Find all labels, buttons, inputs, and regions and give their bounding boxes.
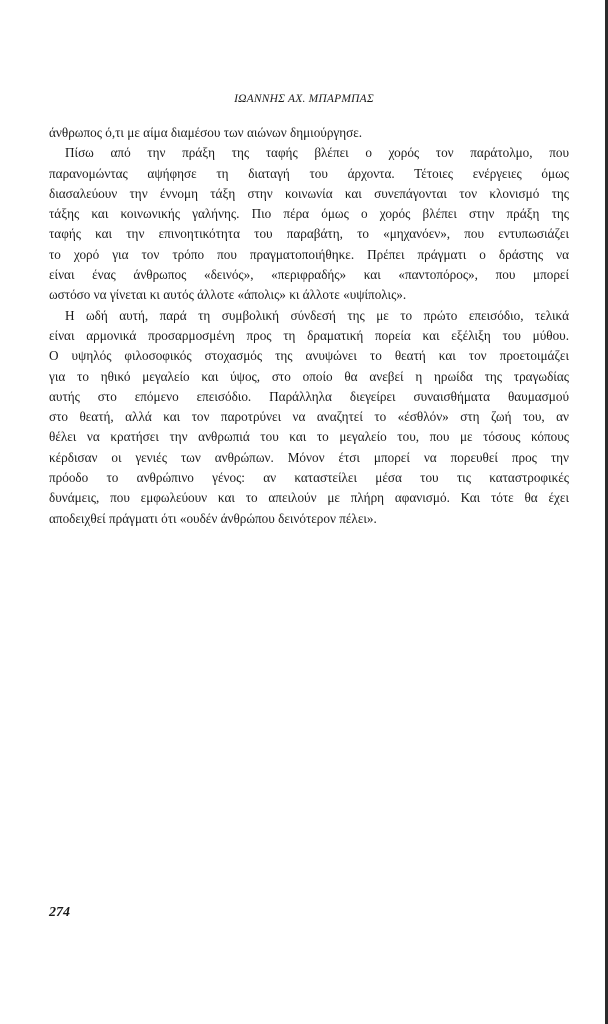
page-number: 274: [49, 905, 70, 920]
text-line: αποδειχθεί πράγματι ότι «ουδέν άνθρώπου δεινότερον πέλει».: [49, 510, 377, 526]
text-line: κέρδισαν οι γενιές των ανθρώπων. Μόνον έτσι μπορεί να πορευθεί προς την: [49, 449, 569, 465]
text-line: Ο υψηλός φιλοσοφικός στοχασμός της ανυψώνει το θεατή και τον προετοιμάζει: [49, 348, 569, 364]
text-line: άνθρωπος ό,τι με αίμα διαμέσου των αιώνων δημιούργησε.: [49, 125, 363, 140]
text-line: θέλει να κρατήσει την ανθρωπιά του και το μεγαλείο του, που με τόσους κόπους: [49, 429, 569, 445]
running-header: ΙΩΑΝΝΗΣ ΑΧ. ΜΠΑΡΜΠΑΣ: [234, 93, 374, 105]
text-line: πρόοδο το ανθρώπινο γένος: αν καταστείλει μέσα του τις καταστροφικές: [49, 470, 569, 486]
text-line: αυτής στο επόμενο επεισόδιο. Παράλληλα διεγείρει συναισθήματα θαυμασμού: [49, 388, 569, 404]
text-line: ταφής και την επινοητικότητα του παραβάτη, το «μηχανόεν», που εντυπωσιάζει: [49, 226, 569, 242]
text-line: Η ωδή αυτή, παρά τη συμβολική σύνδεσή της με το πρώτο επεισόδιο, τελικά: [65, 307, 569, 323]
text-line: στο θεατή, αλλά και τον παροτρύνει να αναζητεί το «έσθλόν» στη ζωή του, αν: [49, 409, 569, 425]
text-line: δυνάμεις, που εμφωλεύουν και το απειλούν με πλήρη αφανισμό. Και τότε θα έχει: [49, 490, 569, 506]
text-line: διασαλεύουν την έννομη τάξη στην κοινωνία και συνεπάγονται τον κλονισμό της: [49, 185, 569, 201]
text-line: το χορό για τον τρόπο που πραγματοποιήθηκε. Πρέπει πράγματι ο δράστης να: [49, 246, 569, 262]
text-line: είναι αρμονικά προσαρμοσμένη προς τη δραματική πορεία και εξέλιξη του μύθου.: [49, 327, 569, 343]
text-line: παρανομώντας αψήφησε τη διαταγή του άρχοντα. Τέτοιες ενέργειες όμως: [49, 165, 569, 181]
body-text: [49, 123, 569, 529]
text-line: είναι ένας άνθρωπος «δεινός», «περιφραδής» και «παντοπόρος», που μπορεί: [49, 267, 569, 283]
text-line: ωστόσο να γίνεται κι αυτός άλλοτε «άπολις» κι άλλοτε «υψίπολις».: [49, 287, 407, 303]
text-line: για το ηθικό μεγαλείο και ύψος, στο οποίο θα ανεβεί η ηρωίδα της τραγωδίας: [49, 368, 569, 384]
text-line: Πίσω από την πράξη της ταφής βλέπει ο χορός τον παράτολμο, που: [65, 145, 569, 161]
text-line: τάξης και κοινωνικής γαλήνης. Πιο πέρα όμως ο χορός βλέπει στην πράξη της: [49, 206, 569, 222]
